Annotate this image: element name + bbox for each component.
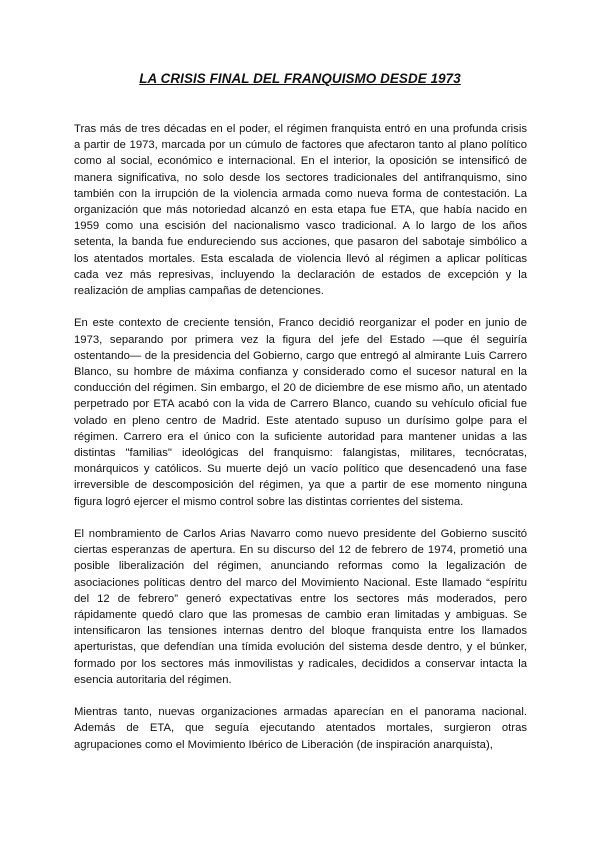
paragraph-1: Tras más de tres décadas en el poder, el régimen franquista entró en una profunda crisis a partir de 1973, marcada por un cúmulo de factores que afectaron tanto al plano político como al social, económico e internacional. En el interior, la oposición se intensificó de manera significativa, no solo desde los sectores tradicionales del antifranquismo, sino también con la irrupción de la violencia armada como nueva forma de contestación. La organización que más notoriedad alcanzó en esta etapa fue ETA, que había nacido en 1959 como una escisión del nacionalismo vasco tradicional. A lo largo de los años setenta, la banda fue endureciendo sus acciones, que pasaron del sabotaje simbólico a los atentados mortales. Esta escalada de violencia llevó al régimen a aplicar políticas cada vez más represivas, incluyendo la declaración de estados de excepción y la realización de amplias campañas de detenciones.: [74, 123, 527, 298]
document-title: LA CRISIS FINAL DEL FRANQUISMO DESDE 1973: [139, 71, 461, 86]
paragraph-3: El nombramiento de Carlos Arias Navarro como nuevo presidente del Gobierno suscitó ciertas esperanzas de apertura. En su discurso del 12 de febrero de 1974, prometió una posible liberalización del régimen, anunciando reformas como la legalización de asociaciones políticas dentro del marco del Movimiento Nacional. Este llamado “espíritu del 12 de febrero” generó expectativas entre los sectores más moderados, pero rápidamente quedó claro que las promesas de cambio eran limitadas y ambiguas. Se intensificaron las tensiones internas dentro del bloque franquista entre los llamados aperturistas, que defendían una tímida evolución del sistema desde dentro, y el búnker, formado por los sectores más inmovilistas y radicales, decididos a conservar intacta la esencia autoritaria del régimen.: [74, 528, 527, 686]
paragraph-4: Mientras tanto, nuevas organizaciones armadas aparecían en el panorama nacional. Además de ETA, que seguía ejecutando atentados mortales, surgieron otras agrupaciones como el Movimiento Ibérico de Liberación (de inspiración anarquista),: [74, 706, 527, 751]
paragraph-2: En este contexto de creciente tensión, Franco decidió reorganizar el poder en junio de 1973, separando por primera vez la figura del jefe del Estado —que él seguiría ostentando— de la presidencia del Gobierno, cargo que entregó al almirante Luis Carrero Blanco, su hombre de máxima confianza y considerado como el sucesor natural en la conducción del régimen. Sin embargo, el 20 de diciembre de ese mismo año, un atentado perpetrado por ETA acabó con la vida de Carrero Blanco, cuando su vehículo oficial fue volado en pleno centro de Madrid. Este atentado supuso un durísimo golpe para el régimen. Carrero era el único con la suficiente autoridad para mantener unidas a las distintas "familias" ideológicas del franquismo: falangistas, militares, tecnócratas, monárquicos y católicos. Su muerte dejó un vacío político que desencadenó una fase irreversible de descomposición del régimen, ya que a partir de ese momento ninguna figura logró ejercer el mismo control sobre las distintas corrientes del sistema.: [74, 317, 527, 508]
document-body: [74, 121, 527, 769]
